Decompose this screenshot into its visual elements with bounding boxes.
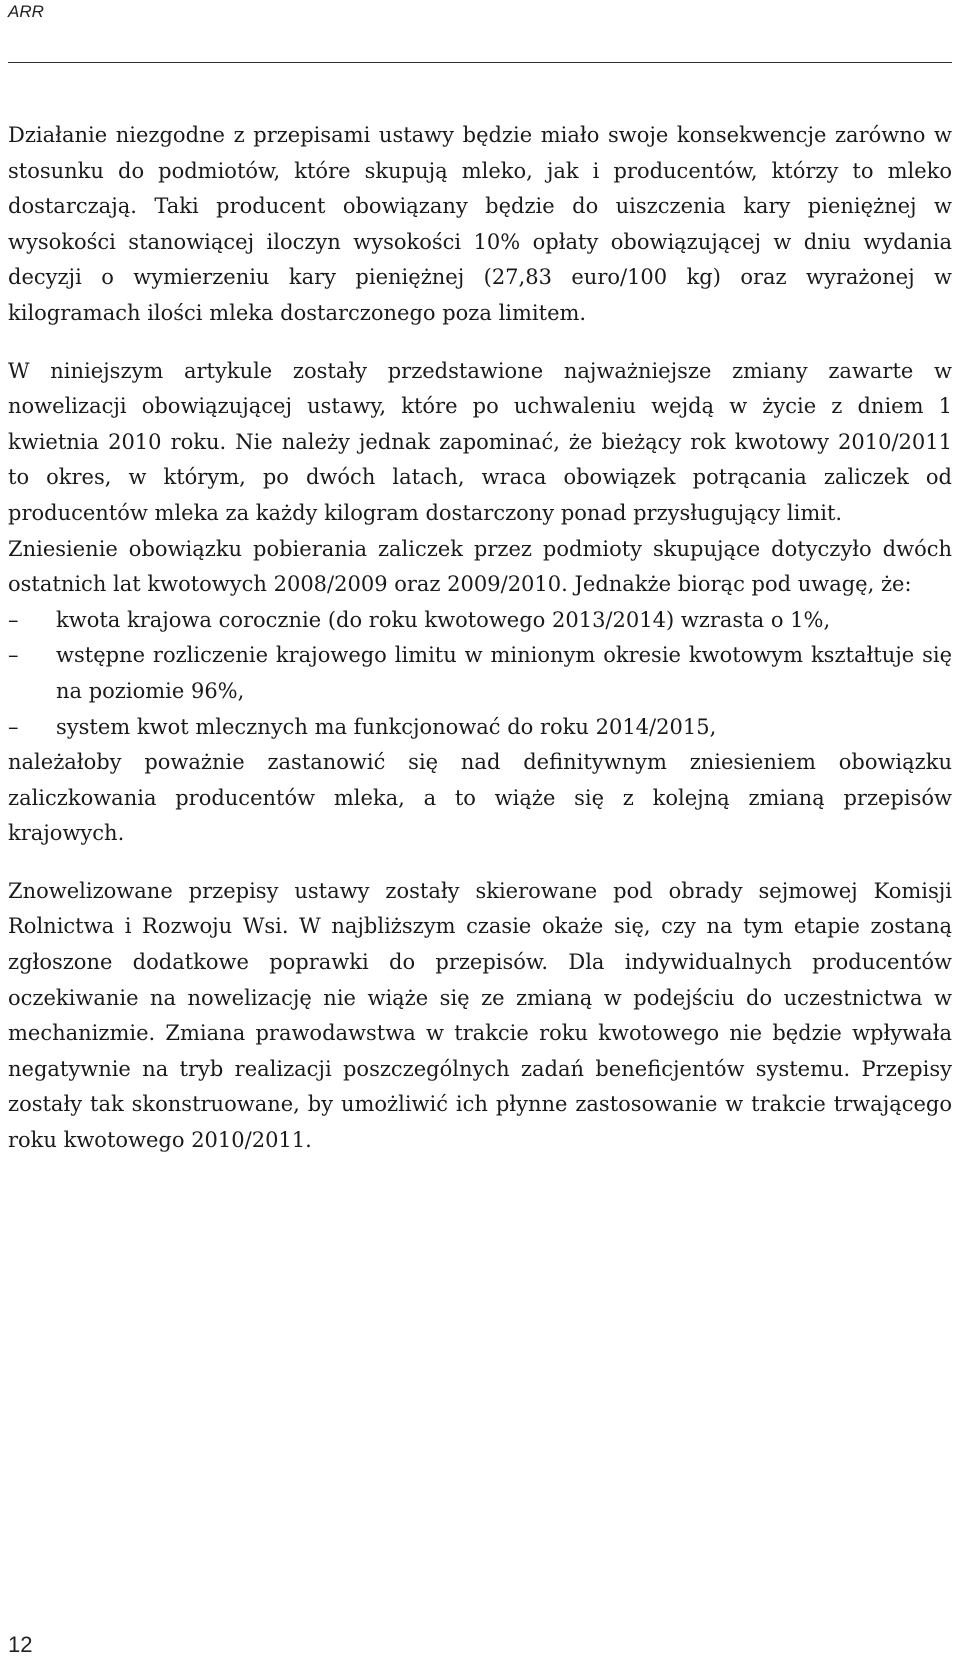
paragraph-amendment: W niniejszym artykule zostały przedstawione najważniejsze zmiany zawarte w nowelizacji obowiązującej ustawy, które po uchwaleniu wejdą w życie z dniem 1 kwietnia 2010 roku. Nie należy jednak zapominać, że bieżący rok kwotowy 2010/2011 to okres, w którym, po dwóch latach, wraca obowiązek potrącania zaliczek od producentów mleka za każdy kilogram dostarczony ponad przysługujący limit. [8, 358, 952, 525]
list-item-text: wstępne rozliczenie krajowego limitu w minionym okresie kwotowym kształtuje się na poziomie 96%, [56, 643, 952, 703]
list-item [8, 710, 952, 746]
paragraph-committee: Znowelizowane przepisy ustawy zostały skierowane pod obrady sejmowej Komisji Rolnictwa i Rozwoju Wsi. W najbliższym czasie okaże się, czy na tym etapie zostaną zgłoszone dodatkowe poprawki do przepisów. Dla indywidualnych producentów oczekiwanie na nowelizację nie wiąże się ze zmianą w podejściu do uczestnictwa w mechanizmie. Zmiana prawodawstwa w trakcie roku kwotowego nie będzie wpływała negatywnie na tryb realizacji poszczególnych zadań beneficjentów systemu. Przepisy zostały tak skonstruowane, by umożliwić ich płynne zastosowanie w trakcie trwającego roku kwotowego 2010/2011. [8, 878, 952, 1153]
conditions-list [8, 603, 952, 745]
paragraph-advances: Zniesienie obowiązku pobierania zaliczek przez podmioty skupujące dotyczyło dwóch ostatnich lat kwotowych 2008/2009 oraz 2009/2010. Jednakże biorąc pod uwagę, że: [8, 536, 952, 597]
dash-bullet: – [8, 607, 19, 632]
dash-bullet: – [8, 714, 19, 739]
article-body [8, 118, 952, 1159]
running-title: ARR [8, 2, 44, 21]
list-item [8, 638, 952, 709]
list-item-text: system kwot mlecznych ma funkcjonować do roku 2014/2015, [56, 714, 717, 739]
paragraph-penalty: Działanie niezgodne z przepisami ustawy będzie miało swoje konsekwencje zarówno w stosunku do podmiotów, które skupują mleko, jak i producentów, którzy to mleko dostarczają. Taki producent obowiązany będzie do uiszczenia kary pieniężnej w wysokości stanowiącej iloczyn wysokości 10% opłaty obowiązującej w dniu wydania decyzji o wymierzeniu kary pieniężnej (27,83 euro/100 kg) oraz wyrażonej w kilogramach ilości mleka dostarczonego poza limitem. [8, 123, 952, 325]
page-number: 12 [8, 1632, 33, 1657]
dash-bullet: – [8, 643, 19, 668]
list-item-text: kwota krajowa corocznie (do roku kwotowego 2013/2014) wzrasta o 1%, [56, 607, 831, 632]
list-item [8, 603, 952, 639]
paragraph-conclusion: należałoby poważnie zastanowić się nad definitywnym zniesieniem obowiązku zaliczkowania producentów mleka, a to wiąże się z kolejną zmianą przepisów krajowych. [8, 750, 952, 846]
header-rule [8, 62, 952, 63]
page-header [0, 0, 960, 64]
